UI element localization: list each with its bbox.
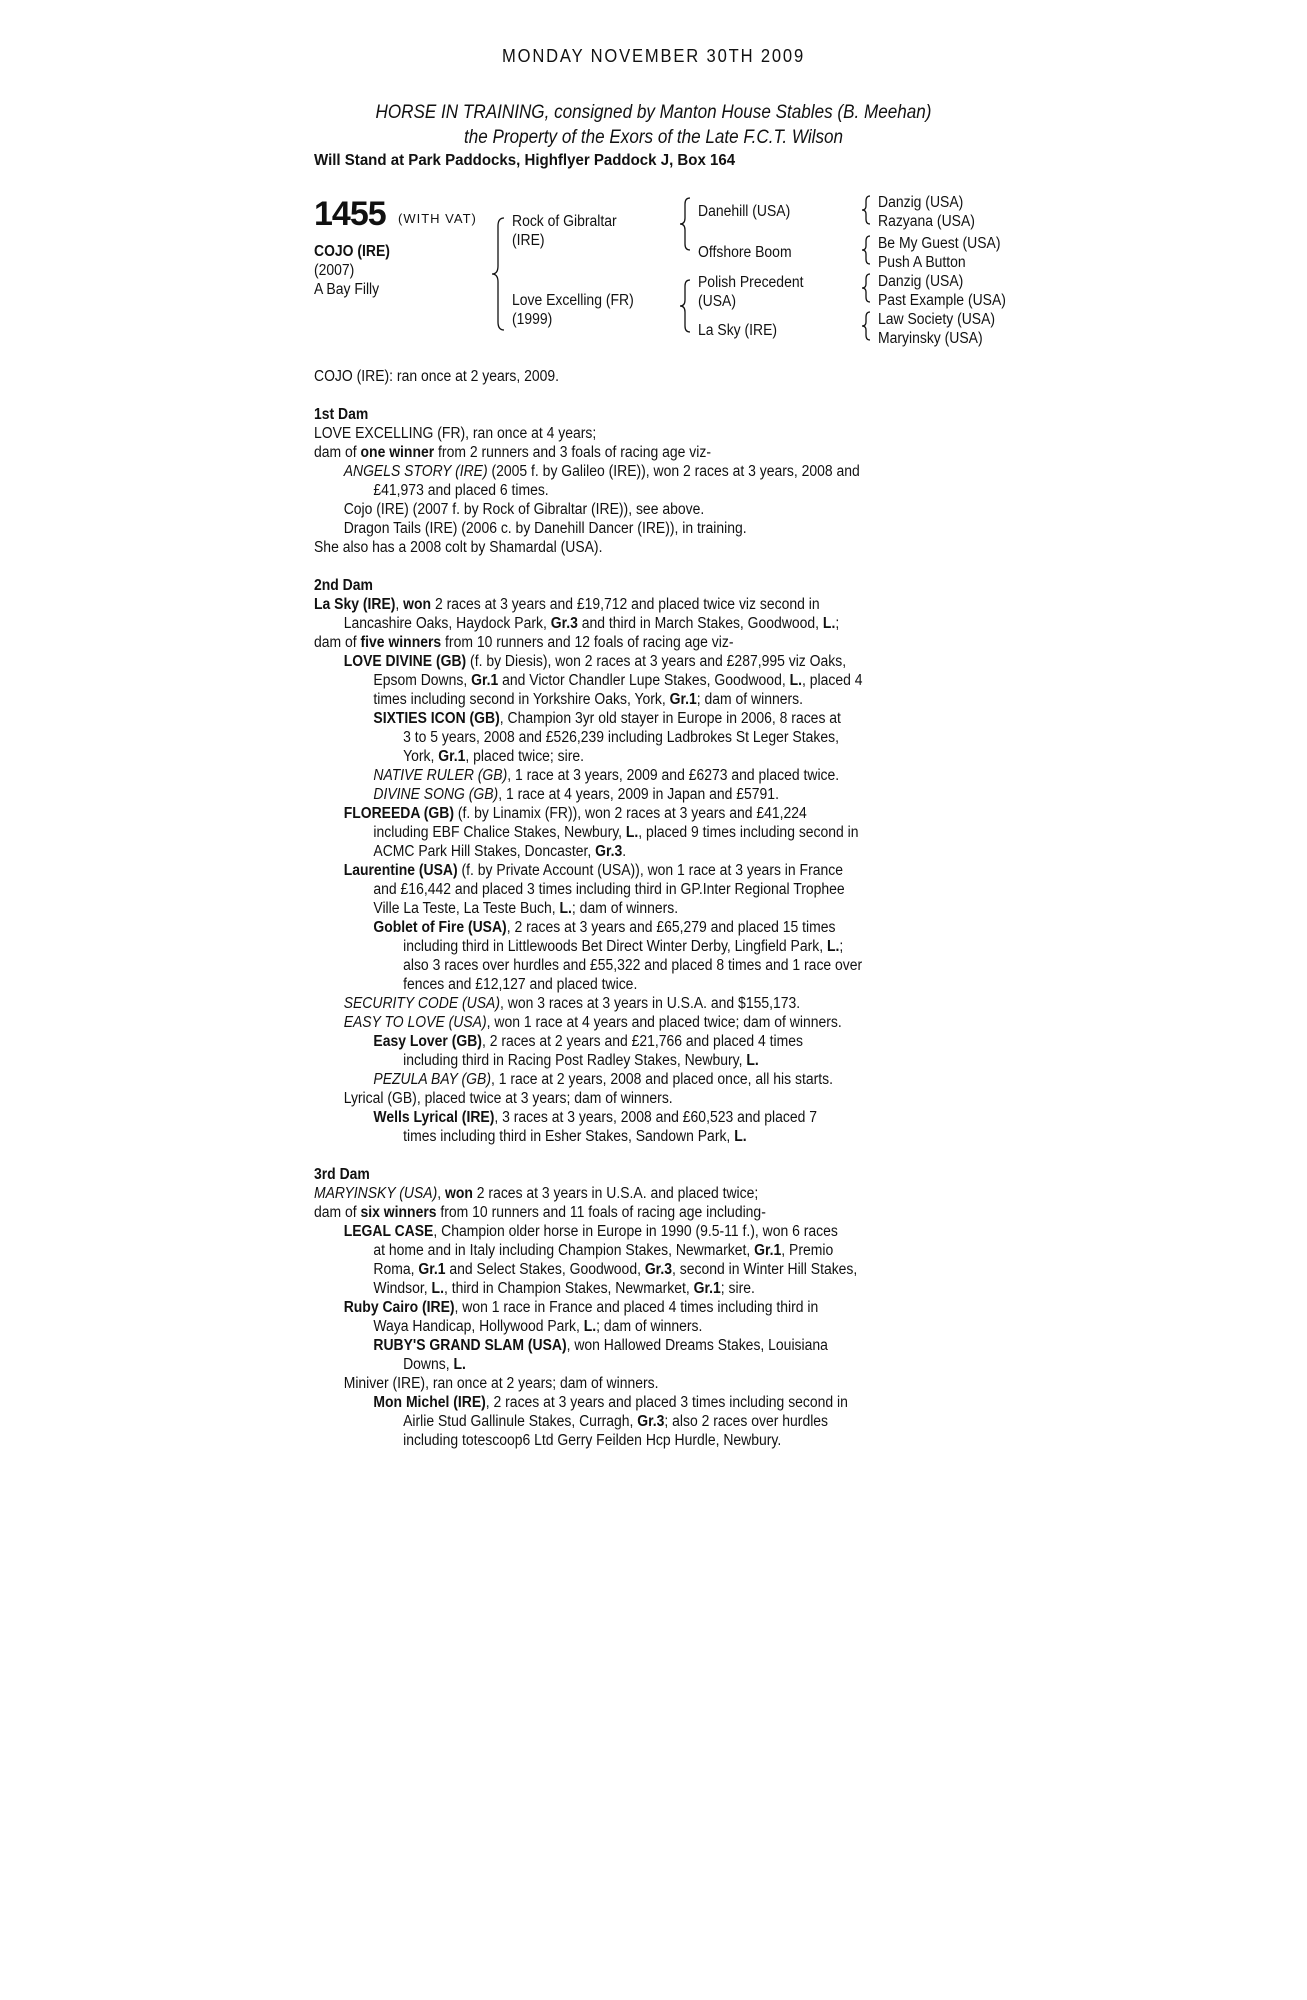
property-line: the Property of the Exors of the Late F.C.T. Wilson	[463, 127, 844, 148]
first-dam-line: LOVE EXCELLING (FR), ran once at 4 years;	[314, 425, 597, 442]
entry-floreeda-cont: including EBF Chalice Stakes, Newbury, L., placed 9 times including second in	[373, 824, 859, 841]
entry-floreeda: FLOREEDA (GB) (f. by Linamix (FR)), won 2 races at 3 years and £41,224	[343, 805, 807, 822]
stand-location: Will Stand at Park Paddocks, Highflyer Paddock J, Box 164	[314, 152, 736, 169]
second-dam-line-cont: Lancashire Oaks, Haydock Park, Gr.3 and third in March Stakes, Goodwood, L.;	[343, 615, 840, 632]
catalogue-body	[314, 367, 1014, 1450]
sire-sire-sire: Danzig (USA)	[878, 194, 964, 211]
first-dam-note: She also has a 2008 colt by Shamardal (USA).	[314, 539, 603, 556]
entry-ruby-cairo: Ruby Cairo (IRE), won 1 race in France and placed 4 times including third in	[343, 1299, 819, 1316]
entry-rubys-grand-slam: RUBY'S GRAND SLAM (USA), won Hallowed Dreams Stakes, Louisiana	[373, 1337, 828, 1354]
entry-easy-lover: Easy Lover (GB), 2 races at 2 years and £21,766 and placed 4 times	[373, 1033, 804, 1050]
first-dam-produce-line: dam of one winner from 2 runners and 3 foals of racing age viz-	[314, 444, 711, 461]
dam-dam: La Sky (IRE)	[698, 322, 778, 339]
entry-mon-michel-cont: including totescoop6 Ltd Gerry Feilden Hcp Hurdle, Newbury.	[403, 1432, 782, 1449]
dam-name: Love Excelling (FR)	[512, 292, 634, 309]
sire-sire-dam: Razyana (USA)	[878, 213, 975, 230]
second-dam-line: La Sky (IRE), won 2 races at 3 years and £19,712 and placed twice viz second in	[314, 596, 820, 613]
entry-floreeda-cont: ACMC Park Hill Stakes, Doncaster, Gr.3.	[373, 843, 627, 860]
pedigree-bracket-dam	[678, 278, 696, 338]
first-dam-foal-1-cont: £41,973 and placed 6 times.	[373, 482, 549, 499]
pedigree-bracket-dd	[860, 310, 876, 344]
entry-laurentine: Laurentine (USA) (f. by Private Account (USA)), won 1 race at 3 years in France	[343, 862, 843, 879]
entry-goblet-of-fire-cont: including third in Littlewoods Bet Direct Winter Derby, Lingfield Park, L.;	[403, 938, 844, 955]
entry-native-ruler: NATIVE RULER (GB), 1 race at 3 years, 2009 and £6273 and placed twice.	[373, 767, 840, 784]
entry-legal-case-cont: Windsor, L., third in Champion Stakes, Newmarket, Gr.1; sire.	[373, 1280, 755, 1297]
second-dam-heading: 2nd Dam	[314, 577, 373, 594]
entry-laurentine-cont: and £16,442 and placed 3 times including third in GP.Inter Regional Trophee	[373, 881, 845, 898]
sire-dam: Offshore Boom	[698, 244, 792, 261]
race-summary: COJO (IRE): ran once at 2 years, 2009.	[314, 368, 560, 385]
dam-sire-dam: Past Example (USA)	[878, 292, 1006, 309]
entry-sixties-icon: SIXTIES ICON (GB), Champion 3yr old stayer in Europe in 2006, 8 races at	[373, 710, 841, 727]
lot-number: 1455	[314, 195, 386, 233]
third-dam-line: MARYINSKY (USA), won 2 races at 3 years in U.S.A. and placed twice;	[314, 1185, 759, 1202]
pedigree-bracket-sire	[678, 196, 696, 256]
sire-sire: Danehill (USA)	[698, 203, 791, 220]
pedigree-bracket-sd	[860, 234, 876, 268]
entry-legal-case-cont: Roma, Gr.1 and Select Stakes, Goodwood, Gr.3, second in Winter Hill Stakes,	[373, 1261, 858, 1278]
entry-ruby-cairo-cont: Waya Handicap, Hollywood Park, L.; dam of winners.	[373, 1318, 703, 1335]
entry-divine-song: DIVINE SONG (GB), 1 race at 4 years, 2009 in Japan and £5791.	[373, 786, 779, 803]
entry-love-divine: LOVE DIVINE (GB) (f. by Diesis), won 2 races at 3 years and £287,995 viz Oaks,	[343, 653, 847, 670]
dam-sire-country: (USA)	[698, 293, 736, 310]
entry-legal-case: LEGAL CASE, Champion older horse in Europe in 1990 (9.5-11 f.), won 6 races	[343, 1223, 838, 1240]
foaling-year: (2007)	[314, 262, 355, 279]
consignment-line: HORSE IN TRAINING, consigned by Manton House Stables (B. Meehan)	[375, 102, 932, 123]
entry-goblet-of-fire: Goblet of Fire (USA), 2 races at 3 years and £65,279 and placed 15 times	[373, 919, 836, 936]
pedigree-bracket-ds	[860, 272, 876, 306]
entry-rubys-grand-slam-cont: Downs, L.	[403, 1356, 466, 1373]
pedigree-bracket-ss	[860, 194, 876, 228]
sire-country: (IRE)	[512, 232, 545, 249]
entry-laurentine-cont: Ville La Teste, La Teste Buch, L.; dam of winners.	[373, 900, 679, 917]
entry-easy-to-love: EASY TO LOVE (USA), won 1 race at 4 years and placed twice; dam of winners.	[343, 1014, 842, 1031]
entry-goblet-of-fire-cont: also 3 races over hurdles and £55,322 and placed 8 times and 1 race over	[403, 957, 863, 974]
second-dam-produce-line: dam of five winners from 10 runners and 12 foals of racing age viz-	[314, 634, 734, 651]
dam-sire-sire: Danzig (USA)	[878, 273, 964, 290]
entry-easy-lover-cont: including third in Racing Post Radley Stakes, Newbury, L.	[403, 1052, 759, 1069]
first-dam-heading: 1st Dam	[314, 406, 369, 423]
entry-security-code: SECURITY CODE (USA), won 3 races at 3 years in U.S.A. and $155,173.	[343, 995, 801, 1012]
entry-mon-michel: Mon Michel (IRE), 2 races at 3 years and placed 3 times including second in	[373, 1394, 848, 1411]
entry-wells-lyrical-cont: times including third in Esher Stakes, Sandown Park, L.	[403, 1128, 747, 1145]
horse-name: COJO (IRE)	[314, 243, 390, 260]
entry-love-divine-cont: times including second in Yorkshire Oaks, York, Gr.1; dam of winners.	[373, 691, 804, 708]
first-dam-foal-2: Cojo (IRE) (2007 f. by Rock of Gibraltar (IRE)), see above.	[343, 501, 705, 518]
entry-goblet-of-fire-cont: fences and £12,127 and placed twice.	[403, 976, 638, 993]
entry-sixties-icon-cont: 3 to 5 years, 2008 and £526,239 including Ladbrokes St Leger Stakes,	[403, 729, 839, 746]
third-dam-heading: 3rd Dam	[314, 1166, 370, 1183]
entry-lyrical: Lyrical (GB), placed twice at 3 years; dam of winners.	[343, 1090, 673, 1107]
vat-note: (WITH VAT)	[398, 211, 477, 226]
entry-sixties-icon-cont: York, Gr.1, placed twice; sire.	[403, 748, 585, 765]
sale-date: MONDAY NOVEMBER 30TH 2009	[501, 46, 806, 66]
sire-dam-sire: Be My Guest (USA)	[878, 235, 1001, 252]
dam-year: (1999)	[512, 311, 553, 328]
horse-description: A Bay Filly	[314, 281, 380, 298]
entry-wells-lyrical: Wells Lyrical (IRE), 3 races at 3 years, 2008 and £60,523 and placed 7	[373, 1109, 817, 1126]
first-dam-foal-3: Dragon Tails (IRE) (2006 c. by Danehill Dancer (IRE)), in training.	[343, 520, 747, 537]
entry-legal-case-cont: at home and in Italy including Champion Stakes, Newmarket, Gr.1, Premio	[373, 1242, 834, 1259]
sire-dam-dam: Push A Button	[878, 254, 966, 271]
pedigree-bracket-gen1	[490, 210, 510, 340]
dam-sire-name: Polish Precedent	[698, 274, 804, 291]
entry-love-divine-cont: Epsom Downs, Gr.1 and Victor Chandler Lupe Stakes, Goodwood, L., placed 4	[373, 672, 863, 689]
first-dam-foal-1: ANGELS STORY (IRE) (2005 f. by Galileo (IRE)), won 2 races at 3 years, 2008 and	[343, 463, 860, 480]
dam-dam-sire: Law Society (USA)	[878, 311, 996, 328]
entry-mon-michel-cont: Airlie Stud Gallinule Stakes, Curragh, Gr.3; also 2 races over hurdles	[403, 1413, 829, 1430]
entry-pezula-bay: PEZULA BAY (GB), 1 race at 2 years, 2008 and placed once, all his starts.	[373, 1071, 833, 1088]
third-dam-produce-line: dam of six winners from 10 runners and 11 foals of racing age including-	[314, 1204, 766, 1221]
sire-name: Rock of Gibraltar	[512, 213, 617, 230]
entry-miniver: Miniver (IRE), ran once at 2 years; dam of winners.	[343, 1375, 659, 1392]
dam-dam-dam: Maryinsky (USA)	[878, 330, 983, 347]
